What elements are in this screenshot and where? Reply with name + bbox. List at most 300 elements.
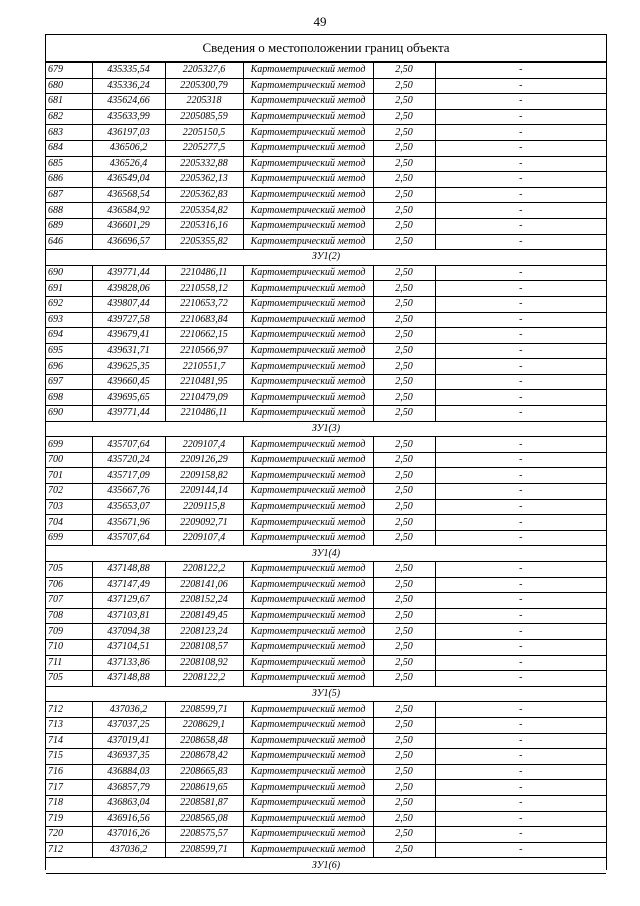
point-number-cell: 705 — [46, 671, 92, 687]
description-cell: - — [435, 484, 606, 500]
table-row — [46, 624, 606, 640]
method-cell: Картометрический метод — [243, 811, 373, 827]
description-cell: - — [435, 328, 606, 344]
table-row — [46, 515, 606, 531]
point-number-cell: 689 — [46, 218, 92, 234]
y-coordinate-cell: 2205316,16 — [165, 218, 243, 234]
method-cell: Картометрический метод — [243, 156, 373, 172]
accuracy-cell: 2,50 — [373, 780, 435, 796]
x-coordinate-cell: 435720,24 — [92, 452, 165, 468]
x-coordinate-cell: 439660,45 — [92, 374, 165, 390]
method-cell: Картометрический метод — [243, 359, 373, 375]
accuracy-cell: 2,50 — [373, 530, 435, 546]
y-coordinate-cell: 2210683,84 — [165, 312, 243, 328]
table-row — [46, 608, 606, 624]
point-number-cell: 690 — [46, 265, 92, 281]
x-coordinate-cell: 437103,81 — [92, 608, 165, 624]
method-cell: Картометрический метод — [243, 499, 373, 515]
table-row — [46, 499, 606, 515]
y-coordinate-cell: 2210653,72 — [165, 296, 243, 312]
method-cell: Картометрический метод — [243, 94, 373, 110]
table-row — [46, 234, 606, 250]
description-cell: - — [435, 702, 606, 718]
method-cell: Картометрический метод — [243, 764, 373, 780]
method-cell: Картометрический метод — [243, 842, 373, 858]
description-cell: - — [435, 187, 606, 203]
y-coordinate-cell: 2208599,71 — [165, 842, 243, 858]
accuracy-cell: 2,50 — [373, 374, 435, 390]
y-coordinate-cell: 2208149,45 — [165, 608, 243, 624]
accuracy-cell: 2,50 — [373, 515, 435, 531]
method-cell: Картометрический метод — [243, 218, 373, 234]
description-cell: - — [435, 827, 606, 843]
table-row — [46, 312, 606, 328]
section-label: ЗУ1(3) — [46, 421, 606, 437]
x-coordinate-cell: 437016,26 — [92, 827, 165, 843]
y-coordinate-cell: 2205085,59 — [165, 109, 243, 125]
accuracy-cell: 2,50 — [373, 78, 435, 94]
point-number-cell: 683 — [46, 125, 92, 141]
accuracy-cell: 2,50 — [373, 359, 435, 375]
table-row — [46, 406, 606, 422]
x-coordinate-cell: 439679,41 — [92, 328, 165, 344]
method-cell: Картометрический метод — [243, 562, 373, 578]
accuracy-cell: 2,50 — [373, 156, 435, 172]
y-coordinate-cell: 2210551,7 — [165, 359, 243, 375]
table-row — [46, 125, 606, 141]
table-row — [46, 795, 606, 811]
method-cell: Картометрический метод — [243, 203, 373, 219]
x-coordinate-cell: 439807,44 — [92, 296, 165, 312]
accuracy-cell: 2,50 — [373, 343, 435, 359]
point-number-cell: 710 — [46, 639, 92, 655]
x-coordinate-cell: 437019,41 — [92, 733, 165, 749]
table-row — [46, 577, 606, 593]
point-number-cell: 706 — [46, 577, 92, 593]
y-coordinate-cell: 2208123,24 — [165, 624, 243, 640]
x-coordinate-cell: 439625,35 — [92, 359, 165, 375]
y-coordinate-cell: 2205277,5 — [165, 140, 243, 156]
method-cell: Картометрический метод — [243, 328, 373, 344]
description-cell: - — [435, 281, 606, 297]
method-cell: Картометрический метод — [243, 140, 373, 156]
table-row — [46, 78, 606, 94]
point-number-cell: 712 — [46, 842, 92, 858]
accuracy-cell: 2,50 — [373, 764, 435, 780]
description-cell: - — [435, 671, 606, 687]
y-coordinate-cell: 2205318 — [165, 94, 243, 110]
y-coordinate-cell: 2210486,11 — [165, 406, 243, 422]
accuracy-cell: 2,50 — [373, 328, 435, 344]
description-cell: - — [435, 811, 606, 827]
table-row — [46, 265, 606, 281]
description-cell: - — [435, 717, 606, 733]
table-row — [46, 343, 606, 359]
method-cell: Картометрический метод — [243, 265, 373, 281]
point-number-cell: 686 — [46, 172, 92, 188]
x-coordinate-cell: 435336,24 — [92, 78, 165, 94]
table-title: Сведения о местоположении границ объекта — [46, 35, 606, 62]
method-cell: Картометрический метод — [243, 515, 373, 531]
table-row — [46, 172, 606, 188]
description-cell: - — [435, 749, 606, 765]
description-cell: - — [435, 265, 606, 281]
y-coordinate-cell: 2209158,82 — [165, 468, 243, 484]
y-coordinate-cell: 2208581,87 — [165, 795, 243, 811]
point-number-cell: 685 — [46, 156, 92, 172]
description-cell: - — [435, 374, 606, 390]
section-label: ЗУ1(4) — [46, 546, 606, 562]
method-cell: Картометрический метод — [243, 827, 373, 843]
accuracy-cell: 2,50 — [373, 218, 435, 234]
x-coordinate-cell: 437037,25 — [92, 717, 165, 733]
method-cell: Картометрический метод — [243, 437, 373, 453]
accuracy-cell: 2,50 — [373, 140, 435, 156]
point-number-cell: 680 — [46, 78, 92, 94]
accuracy-cell: 2,50 — [373, 63, 435, 79]
x-coordinate-cell: 435653,07 — [92, 499, 165, 515]
accuracy-cell: 2,50 — [373, 452, 435, 468]
x-coordinate-cell: 435717,09 — [92, 468, 165, 484]
accuracy-cell: 2,50 — [373, 624, 435, 640]
table-row — [46, 140, 606, 156]
point-number-cell: 694 — [46, 328, 92, 344]
y-coordinate-cell: 2209092,71 — [165, 515, 243, 531]
description-cell: - — [435, 359, 606, 375]
table-row — [46, 639, 606, 655]
point-number-cell: 684 — [46, 140, 92, 156]
point-number-cell: 695 — [46, 343, 92, 359]
y-coordinate-cell: 2208122,2 — [165, 562, 243, 578]
method-cell: Картометрический метод — [243, 187, 373, 203]
x-coordinate-cell: 437036,2 — [92, 702, 165, 718]
point-number-cell: 702 — [46, 484, 92, 500]
y-coordinate-cell: 2205362,83 — [165, 187, 243, 203]
point-number-cell: 712 — [46, 702, 92, 718]
description-cell: - — [435, 499, 606, 515]
y-coordinate-cell: 2208108,92 — [165, 655, 243, 671]
description-cell: - — [435, 764, 606, 780]
x-coordinate-cell: 439828,06 — [92, 281, 165, 297]
y-coordinate-cell: 2210566,97 — [165, 343, 243, 359]
x-coordinate-cell: 435667,76 — [92, 484, 165, 500]
y-coordinate-cell: 2208678,42 — [165, 749, 243, 765]
description-cell: - — [435, 624, 606, 640]
table-row — [46, 671, 606, 687]
x-coordinate-cell: 435671,96 — [92, 515, 165, 531]
x-coordinate-cell: 437133,86 — [92, 655, 165, 671]
method-cell: Картометрический метод — [243, 343, 373, 359]
description-cell: - — [435, 593, 606, 609]
x-coordinate-cell: 437148,88 — [92, 562, 165, 578]
method-cell: Картометрический метод — [243, 484, 373, 500]
method-cell: Картометрический метод — [243, 390, 373, 406]
x-coordinate-cell: 435633,99 — [92, 109, 165, 125]
method-cell: Картометрический метод — [243, 109, 373, 125]
accuracy-cell: 2,50 — [373, 281, 435, 297]
description-cell: - — [435, 780, 606, 796]
table-row — [46, 63, 606, 79]
method-cell: Картометрический метод — [243, 78, 373, 94]
table-row — [46, 733, 606, 749]
x-coordinate-cell: 435707,64 — [92, 437, 165, 453]
y-coordinate-cell: 2209144,14 — [165, 484, 243, 500]
point-number-cell: 700 — [46, 452, 92, 468]
method-cell: Картометрический метод — [243, 702, 373, 718]
y-coordinate-cell: 2210479,09 — [165, 390, 243, 406]
x-coordinate-cell: 436937,35 — [92, 749, 165, 765]
y-coordinate-cell: 2205300,79 — [165, 78, 243, 94]
coordinates-table-body — [46, 63, 606, 874]
section-row — [46, 686, 606, 702]
table-row — [46, 187, 606, 203]
method-cell: Картометрический метод — [243, 780, 373, 796]
table-row — [46, 655, 606, 671]
accuracy-cell: 2,50 — [373, 437, 435, 453]
accuracy-cell: 2,50 — [373, 827, 435, 843]
description-cell: - — [435, 312, 606, 328]
accuracy-cell: 2,50 — [373, 795, 435, 811]
method-cell: Картометрический метод — [243, 608, 373, 624]
accuracy-cell: 2,50 — [373, 639, 435, 655]
y-coordinate-cell: 2208575,57 — [165, 827, 243, 843]
method-cell: Картометрический метод — [243, 296, 373, 312]
table-row — [46, 811, 606, 827]
y-coordinate-cell: 2205362,13 — [165, 172, 243, 188]
x-coordinate-cell: 437148,88 — [92, 671, 165, 687]
description-cell: - — [435, 156, 606, 172]
coordinates-table — [46, 62, 606, 874]
accuracy-cell: 2,50 — [373, 842, 435, 858]
table-row — [46, 156, 606, 172]
table-row — [46, 468, 606, 484]
method-cell: Картометрический метод — [243, 593, 373, 609]
point-number-cell: 707 — [46, 593, 92, 609]
point-number-cell: 699 — [46, 530, 92, 546]
table-row — [46, 218, 606, 234]
table-row — [46, 764, 606, 780]
y-coordinate-cell: 2209126,29 — [165, 452, 243, 468]
accuracy-cell: 2,50 — [373, 733, 435, 749]
table-row — [46, 842, 606, 858]
method-cell: Картометрический метод — [243, 406, 373, 422]
accuracy-cell: 2,50 — [373, 655, 435, 671]
description-cell: - — [435, 296, 606, 312]
accuracy-cell: 2,50 — [373, 702, 435, 718]
section-label: ЗУ1(2) — [46, 250, 606, 266]
table-row — [46, 203, 606, 219]
method-cell: Картометрический метод — [243, 717, 373, 733]
point-number-cell: 696 — [46, 359, 92, 375]
description-cell: - — [435, 234, 606, 250]
y-coordinate-cell: 2208629,1 — [165, 717, 243, 733]
table-row — [46, 749, 606, 765]
point-number-cell: 690 — [46, 406, 92, 422]
point-number-cell: 682 — [46, 109, 92, 125]
description-cell: - — [435, 515, 606, 531]
x-coordinate-cell: 439695,65 — [92, 390, 165, 406]
table-row — [46, 717, 606, 733]
table-row — [46, 484, 606, 500]
point-number-cell: 697 — [46, 374, 92, 390]
method-cell: Картометрический метод — [243, 452, 373, 468]
x-coordinate-cell: 436506,2 — [92, 140, 165, 156]
point-number-cell: 693 — [46, 312, 92, 328]
y-coordinate-cell: 2208599,71 — [165, 702, 243, 718]
y-coordinate-cell: 2209107,4 — [165, 437, 243, 453]
y-coordinate-cell: 2208658,48 — [165, 733, 243, 749]
method-cell: Картометрический метод — [243, 577, 373, 593]
y-coordinate-cell: 2210486,11 — [165, 265, 243, 281]
section-row — [46, 858, 606, 874]
y-coordinate-cell: 2209107,4 — [165, 530, 243, 546]
accuracy-cell: 2,50 — [373, 484, 435, 500]
accuracy-cell: 2,50 — [373, 406, 435, 422]
x-coordinate-cell: 436884,03 — [92, 764, 165, 780]
point-number-cell: 711 — [46, 655, 92, 671]
table-row — [46, 390, 606, 406]
table-row — [46, 827, 606, 843]
method-cell: Картометрический метод — [243, 671, 373, 687]
description-cell: - — [435, 577, 606, 593]
x-coordinate-cell: 437036,2 — [92, 842, 165, 858]
x-coordinate-cell: 436549,04 — [92, 172, 165, 188]
description-cell: - — [435, 655, 606, 671]
description-cell: - — [435, 109, 606, 125]
method-cell: Картометрический метод — [243, 374, 373, 390]
method-cell: Картометрический метод — [243, 312, 373, 328]
description-cell: - — [435, 437, 606, 453]
y-coordinate-cell: 2210481,95 — [165, 374, 243, 390]
table-row — [46, 296, 606, 312]
table-row — [46, 530, 606, 546]
point-number-cell: 716 — [46, 764, 92, 780]
description-cell: - — [435, 468, 606, 484]
description-cell: - — [435, 343, 606, 359]
y-coordinate-cell: 2205355,82 — [165, 234, 243, 250]
description-cell: - — [435, 218, 606, 234]
description-cell: - — [435, 733, 606, 749]
point-number-cell: 705 — [46, 562, 92, 578]
method-cell: Картометрический метод — [243, 749, 373, 765]
point-number-cell: 713 — [46, 717, 92, 733]
table-row — [46, 374, 606, 390]
y-coordinate-cell: 2205327,6 — [165, 63, 243, 79]
accuracy-cell: 2,50 — [373, 203, 435, 219]
x-coordinate-cell: 437129,67 — [92, 593, 165, 609]
description-cell: - — [435, 608, 606, 624]
accuracy-cell: 2,50 — [373, 172, 435, 188]
description-cell: - — [435, 140, 606, 156]
point-number-cell: 687 — [46, 187, 92, 203]
accuracy-cell: 2,50 — [373, 109, 435, 125]
description-cell: - — [435, 172, 606, 188]
table-row — [46, 452, 606, 468]
x-coordinate-cell: 436916,56 — [92, 811, 165, 827]
description-cell: - — [435, 125, 606, 141]
x-coordinate-cell: 436863,04 — [92, 795, 165, 811]
description-cell: - — [435, 406, 606, 422]
accuracy-cell: 2,50 — [373, 94, 435, 110]
method-cell: Картометрический метод — [243, 624, 373, 640]
x-coordinate-cell: 436568,54 — [92, 187, 165, 203]
point-number-cell: 715 — [46, 749, 92, 765]
method-cell: Картометрический метод — [243, 639, 373, 655]
description-cell: - — [435, 452, 606, 468]
x-coordinate-cell: 435335,54 — [92, 63, 165, 79]
table-row — [46, 780, 606, 796]
y-coordinate-cell: 2205150,5 — [165, 125, 243, 141]
description-cell: - — [435, 390, 606, 406]
y-coordinate-cell: 2205354,82 — [165, 203, 243, 219]
table-row — [46, 593, 606, 609]
table-row — [46, 702, 606, 718]
y-coordinate-cell: 2208141,06 — [165, 577, 243, 593]
x-coordinate-cell: 437147,49 — [92, 577, 165, 593]
x-coordinate-cell: 436526,4 — [92, 156, 165, 172]
accuracy-cell: 2,50 — [373, 749, 435, 765]
table-row — [46, 359, 606, 375]
accuracy-cell: 2,50 — [373, 671, 435, 687]
point-number-cell: 679 — [46, 63, 92, 79]
accuracy-cell: 2,50 — [373, 296, 435, 312]
section-label: ЗУ1(5) — [46, 686, 606, 702]
y-coordinate-cell: 2209115,8 — [165, 499, 243, 515]
table-row — [46, 94, 606, 110]
point-number-cell: 719 — [46, 811, 92, 827]
description-cell: - — [435, 562, 606, 578]
table-row — [46, 281, 606, 297]
table-row — [46, 437, 606, 453]
x-coordinate-cell: 439631,71 — [92, 343, 165, 359]
table-row — [46, 328, 606, 344]
x-coordinate-cell: 439771,44 — [92, 406, 165, 422]
description-cell: - — [435, 94, 606, 110]
section-row — [46, 421, 606, 437]
accuracy-cell: 2,50 — [373, 499, 435, 515]
description-cell: - — [435, 639, 606, 655]
point-number-cell: 704 — [46, 515, 92, 531]
point-number-cell: 701 — [46, 468, 92, 484]
description-cell: - — [435, 530, 606, 546]
boundary-table-frame — [45, 34, 607, 870]
method-cell: Картометрический метод — [243, 125, 373, 141]
y-coordinate-cell: 2208152,24 — [165, 593, 243, 609]
y-coordinate-cell: 2208122,2 — [165, 671, 243, 687]
method-cell: Картометрический метод — [243, 234, 373, 250]
accuracy-cell: 2,50 — [373, 312, 435, 328]
accuracy-cell: 2,50 — [373, 265, 435, 281]
point-number-cell: 699 — [46, 437, 92, 453]
method-cell: Картометрический метод — [243, 63, 373, 79]
y-coordinate-cell: 2208665,83 — [165, 764, 243, 780]
x-coordinate-cell: 436601,29 — [92, 218, 165, 234]
description-cell: - — [435, 795, 606, 811]
x-coordinate-cell: 436696,57 — [92, 234, 165, 250]
method-cell: Картометрический метод — [243, 172, 373, 188]
table-row — [46, 109, 606, 125]
accuracy-cell: 2,50 — [373, 608, 435, 624]
description-cell: - — [435, 63, 606, 79]
accuracy-cell: 2,50 — [373, 187, 435, 203]
page-number: 49 — [313, 14, 327, 29]
x-coordinate-cell: 437104,51 — [92, 639, 165, 655]
accuracy-cell: 2,50 — [373, 390, 435, 406]
accuracy-cell: 2,50 — [373, 125, 435, 141]
method-cell: Картометрический метод — [243, 795, 373, 811]
method-cell: Картометрический метод — [243, 655, 373, 671]
section-row — [46, 546, 606, 562]
